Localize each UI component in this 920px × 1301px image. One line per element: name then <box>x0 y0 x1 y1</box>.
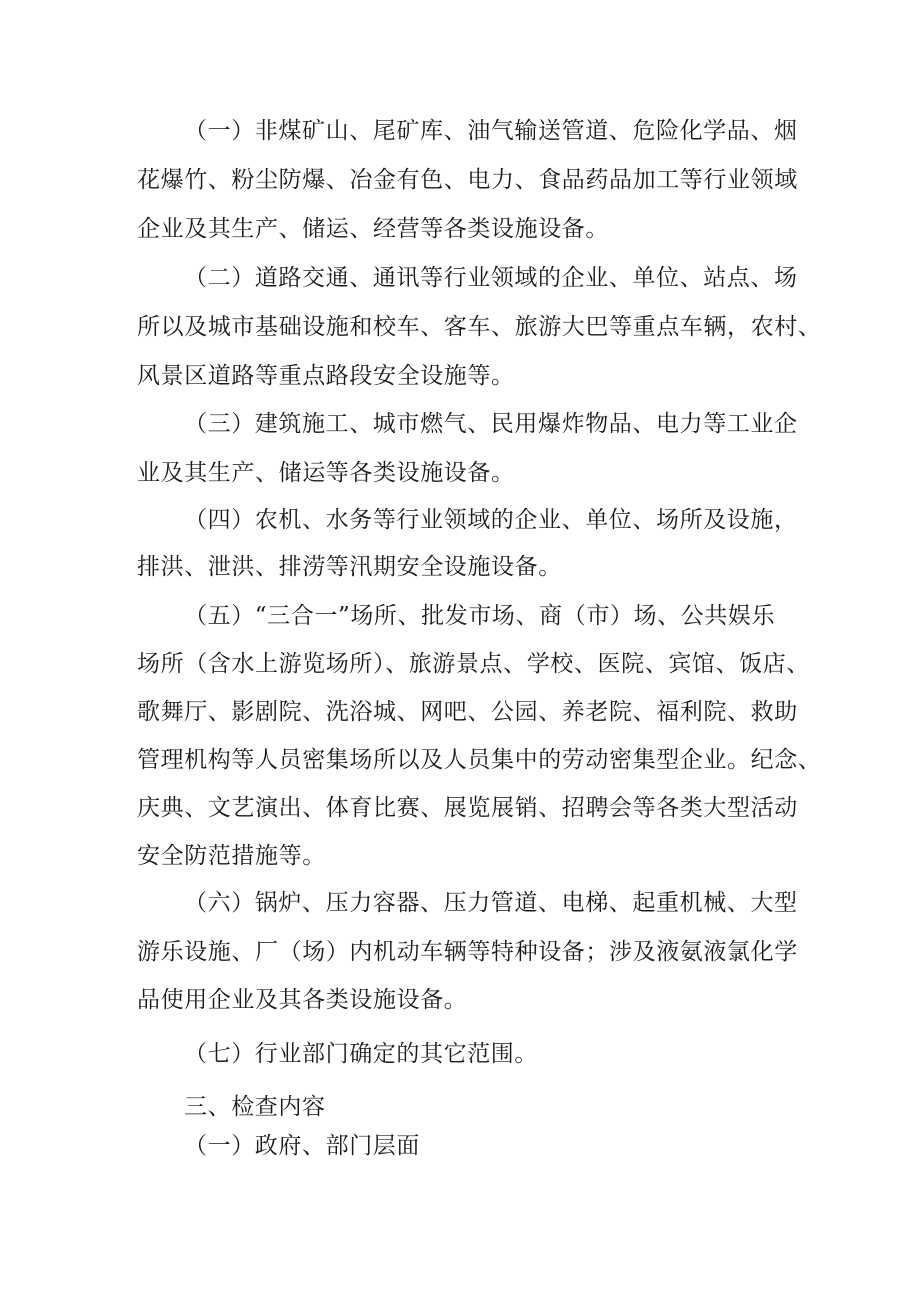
paragraph-5-line-3: 歌舞厅、影剧院、洗浴城、网吧、公园、养老院、福利院、救助 <box>137 699 798 725</box>
section-heading: 三、检查内容 <box>184 1094 326 1120</box>
paragraph-6-line-3: 品使用企业及其各类设施设备。 <box>137 987 468 1013</box>
paragraph-4-line-2: 排洪、泄洪、排涝等汛期安全设施设备。 <box>137 554 562 580</box>
paragraph-2-line-1: （二）道路交通、通讯等行业领域的企业、单位、站点、场 <box>184 265 798 291</box>
paragraph-5-line-5: 庆典、文艺演出、体育比赛、展览展销、招聘会等各类大型活动 <box>137 795 798 821</box>
paragraph-7-line-1: （七）行业部门确定的其它范围。 <box>184 1041 538 1067</box>
paragraph-4-line-1: （四）农机、水务等行业领域的企业、单位、场所及设施， <box>184 507 798 533</box>
paragraph-5-line-4: 管理机构等人员密集场所以及人员集中的劳动密集型企业。纪念、 <box>137 747 822 773</box>
paragraph-1-line-1: （一）非煤矿山、尾矿库、油气输送管道、危险化学品、烟 <box>184 118 798 144</box>
paragraph-2-line-2: 所以及城市基础设施和校车、客车、旅游大巴等重点车辆，农村、 <box>137 314 822 340</box>
paragraph-5-line-2: 场所（含水上游览场所）、旅游景点、学校、医院、宾馆、饭店、 <box>137 651 810 677</box>
paragraph-1-line-2: 花爆竹、粉尘防爆、冶金有色、电力、食品药品加工等行业领域 <box>137 167 798 193</box>
paragraph-5-line-6: 安全防范措施等。 <box>137 843 326 869</box>
paragraph-3-line-1: （三）建筑施工、城市燃气、民用爆炸物品、电力等工业企 <box>184 411 798 437</box>
paragraph-3-line-2: 业及其生产、储运等各类设施设备。 <box>137 460 515 486</box>
paragraph-1-line-3: 企业及其生产、储运、经营等各类设施设备。 <box>137 216 609 242</box>
subsection-heading: （一）政府、部门层面 <box>184 1133 420 1159</box>
paragraph-2-line-3: 风景区道路等重点路段安全设施等。 <box>137 363 515 389</box>
paragraph-6-line-1: （六）锅炉、压力容器、压力管道、电梯、起重机械、大型 <box>184 890 798 916</box>
paragraph-5-line-1: （五）“三合一”场所、批发市场、商（市）场、公共娱乐 <box>184 603 776 629</box>
paragraph-6-line-2: 游乐设施、厂（场）内机动车辆等特种设备；涉及液氨液氯化学 <box>137 939 798 965</box>
